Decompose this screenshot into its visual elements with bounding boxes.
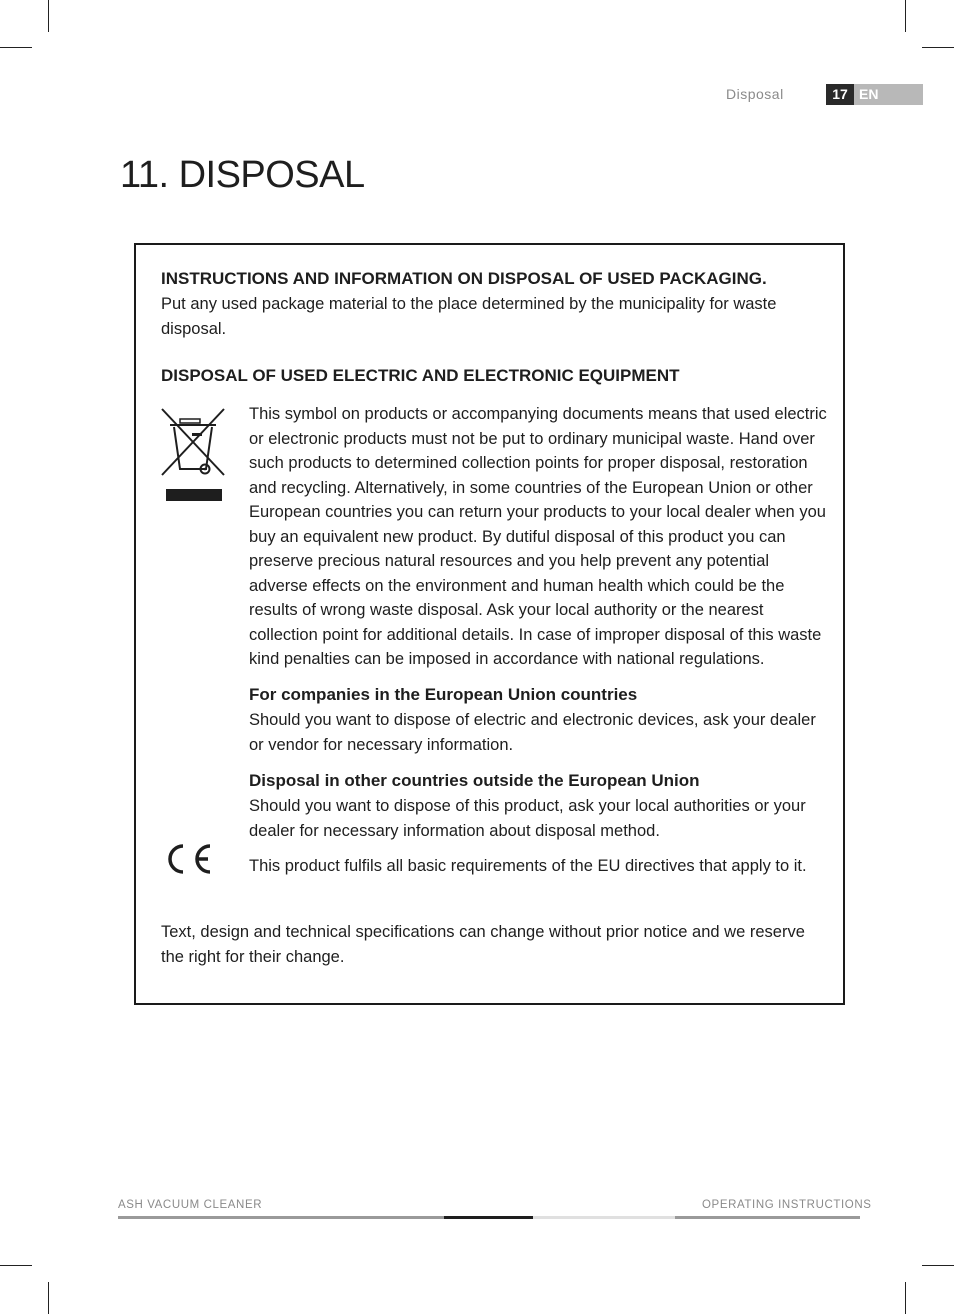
disposal-info-box xyxy=(134,243,845,1005)
footer-manual-type: OPERATING INSTRUCTIONS xyxy=(702,1199,872,1211)
non-eu-text: Should you want to dispose of this product, ask your local authorities or your dealer for necessary information about disposal method. xyxy=(249,797,806,840)
footer-product-name: ASH VACUUM CLEANER xyxy=(118,1199,263,1211)
eu-companies-text: Should you want to dispose of electric and electronic devices, ask your dealer or vendor for necessary information. xyxy=(249,711,816,754)
ce-mark-icon xyxy=(161,843,213,875)
page-number-badge: 17 xyxy=(826,84,854,105)
weee-heading: DISPOSAL OF USED ELECTRIC AND ELECTRONIC EQUIPMENT xyxy=(161,366,680,385)
packaging-text: Put any used package material to the place determined by the municipality for waste disposal. xyxy=(161,295,777,338)
crop-mark xyxy=(48,0,49,32)
page-title: 11. DISPOSAL xyxy=(120,154,365,196)
crop-mark xyxy=(0,47,32,48)
footer-rule xyxy=(118,1216,444,1219)
language-label: EN xyxy=(859,86,879,102)
disclaimer-text: Text, design and technical specifications can change without prior notice and we reserve the right for their change. xyxy=(161,923,805,966)
footer-rule xyxy=(533,1216,675,1219)
footer-rule xyxy=(444,1216,533,1219)
crossed-out-wheelie-bin-icon xyxy=(160,405,230,505)
packaging-heading: INSTRUCTIONS AND INFORMATION ON DISPOSAL OF USED PACKAGING. xyxy=(161,269,767,288)
crop-mark xyxy=(905,0,906,32)
eu-companies-heading: For companies in the European Union countries xyxy=(249,685,638,704)
crop-mark xyxy=(48,1282,49,1314)
crop-mark xyxy=(922,47,954,48)
non-eu-heading: Disposal in other countries outside the European Union xyxy=(249,771,700,790)
ce-conformity-text: This product fulfils all basic requirements of the EU directives that apply to it. xyxy=(249,857,807,875)
weee-text: This symbol on products or accompanying documents means that used electric or electronic products must not be put to ordinary municipal waste. Hand over such products to determined collection points for proper disposal, restoration and recycling. Alternatively, in some countries of the European Union or other European countries you can return your products to your local dealer when you buy an equivalent new product. By dutiful disposal of this product you can preserve precious natural resources and you help prevent any potential adverse effects on the environment and human health which could be the results of wrong waste disposal. Ask your local authority or the nearest collection point for additional details. In case of improper disposal of this waste kind penalties can be imposed in accordance with national regulations. xyxy=(249,405,827,668)
crop-mark xyxy=(905,1282,906,1314)
crop-mark xyxy=(0,1265,32,1266)
running-header-section: Disposal xyxy=(726,86,784,102)
footer-rule xyxy=(675,1216,860,1219)
crop-mark xyxy=(922,1265,954,1266)
